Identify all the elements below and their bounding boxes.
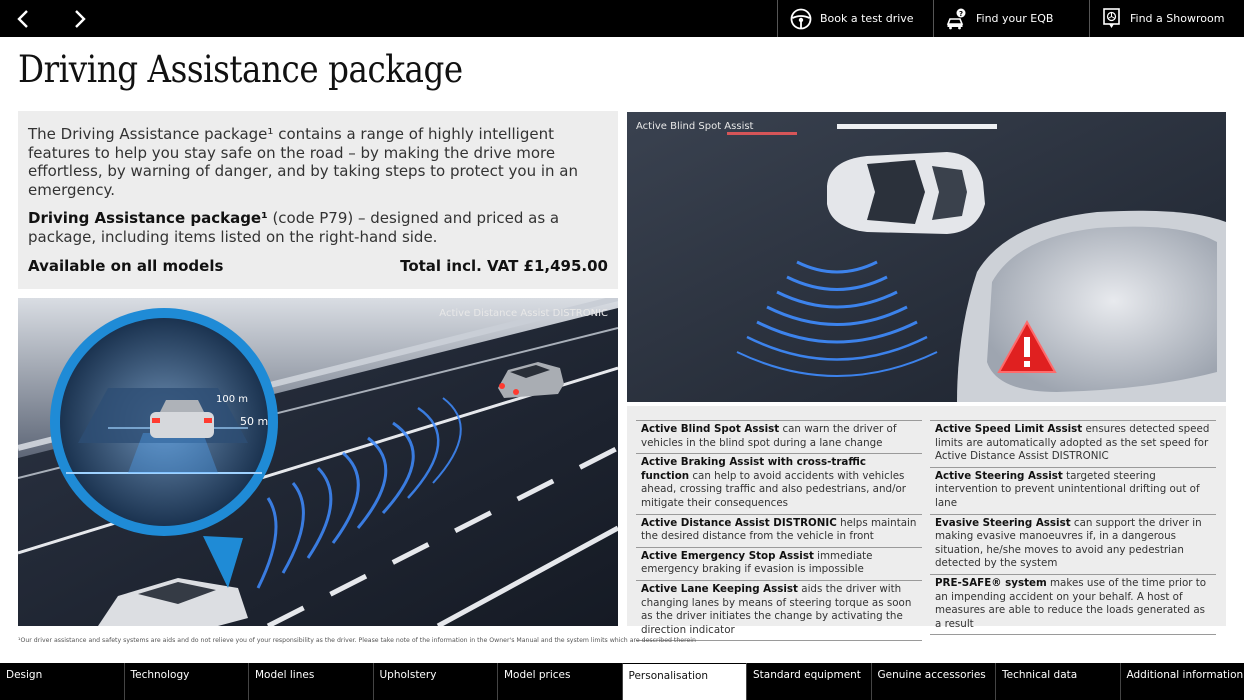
distance-50m-label: 50 m — [240, 415, 269, 428]
feature-name: Active Emergency Stop Assist — [641, 549, 814, 562]
feature-description: can warn the driver of vehicles in the blind spot during a lane change — [641, 423, 897, 449]
distronic-illustration — [18, 298, 618, 626]
feature-name: Active Lane Keeping Assist — [641, 582, 798, 595]
steering-wheel-icon — [790, 8, 812, 30]
intro-panel — [18, 111, 618, 289]
feature-name: Active Steering Assist — [935, 469, 1063, 482]
nav-tab-upholstery[interactable]: Upholstery — [373, 663, 498, 700]
find-showroom-label: Find a Showroom — [1130, 12, 1225, 25]
feature-item — [636, 514, 922, 547]
nav-tab-design[interactable]: Design — [6, 669, 43, 681]
availability-text: Available on all models — [28, 257, 224, 275]
nav-tab-standard-equipment[interactable]: Standard equipment — [746, 663, 871, 700]
car-search-icon — [946, 8, 968, 30]
distance-100m-label: 100 m — [216, 394, 249, 405]
feature-item — [930, 420, 1216, 467]
feature-description: can help to avoid accidents with vehicles ahead, crossing traffic and also pedestrians, and/or mitigate their consequences — [641, 469, 907, 509]
book-test-drive-button[interactable] — [777, 0, 933, 37]
feature-name: PRE-SAFE® system — [935, 576, 1047, 589]
blind-spot-scene-graphic — [627, 112, 1226, 402]
feature-item — [930, 467, 1216, 514]
find-showroom-button[interactable] — [1089, 0, 1244, 37]
nav-tab-personalisation[interactable]: Personalisation — [622, 663, 747, 700]
package-paragraph — [28, 209, 608, 246]
distronic-image-label: Active Distance Assist DISTRONIC — [439, 308, 608, 319]
nav-tab-model-lines[interactable]: Model lines — [248, 663, 373, 700]
package-description: (code P79) – designed and priced as a package, including items listed on the right-hand side. — [28, 209, 560, 246]
blind-spot-illustration — [627, 112, 1226, 402]
feature-item — [636, 453, 922, 513]
nav-tab-additional-information[interactable]: Additional information — [1120, 663, 1244, 700]
feature-name: Active Braking Assist with cross-traffic function — [641, 456, 866, 482]
feature-name: Active Blind Spot Assist — [641, 423, 780, 435]
feature-name: Active Distance Assist DISTRONIC — [641, 516, 837, 529]
feature-name: Evasive Steering Assist — [935, 516, 1071, 529]
chevron-right-icon — [74, 10, 86, 28]
feature-item — [930, 574, 1216, 635]
feature-description: immediate emergency braking if evasion is impossible — [641, 549, 873, 576]
next-page-button[interactable] — [60, 0, 100, 37]
feature-description: aids the driver with changing lanes by means of steering torque as soon as the driver initiates the change by activating the direction indicator — [641, 582, 912, 636]
feature-description: targeted steering intervention to prevent unintentional drifting out of lane — [935, 469, 1200, 509]
feature-item — [636, 580, 922, 641]
feature-description: makes use of the time prior to an impending accident on your behalf. A host of measures are able to reduce the loads generated as a result — [935, 576, 1207, 630]
find-your-eqb-label: Find your EQB — [976, 12, 1054, 25]
feature-list-panel — [627, 406, 1226, 636]
package-name: Driving Assistance package¹ — [28, 209, 268, 227]
intro-paragraph: The Driving Assistance package¹ contains a range of highly intelligent features to help you stay safe on the road – by making the drive more effortless, by warning of danger, and by taking steps to protect you in an emergency. — [28, 125, 578, 199]
feature-column-left — [636, 420, 922, 641]
feature-item — [930, 514, 1216, 574]
feature-item — [636, 547, 922, 580]
feature-column-right — [930, 420, 1216, 635]
footnote: ¹Our driver assistance and safety systems are aids and do not relieve you of your responsibility as the driver. Please take note of the information in the Owner's Manual and the system limits which are described therein — [18, 637, 696, 644]
nav-tab-model-prices[interactable]: Model prices — [497, 663, 622, 700]
showroom-pin-icon — [1102, 8, 1122, 30]
feature-name: Active Speed Limit Assist — [935, 423, 1083, 435]
feature-description: can support the driver in making evasive manoeuvres if, in a dangerous situation, he/she moves to avoid any pedestrian detected by the system — [935, 516, 1202, 570]
svg-text:?: ? — [959, 9, 964, 18]
feature-item — [636, 420, 922, 453]
nav-tab-technology[interactable]: Technology — [124, 663, 249, 700]
chevron-left-icon — [17, 10, 29, 28]
page-title: Driving Assistance package — [18, 48, 463, 91]
book-test-drive-label: Book a test drive — [820, 12, 914, 25]
find-your-eqb-button[interactable] — [933, 0, 1089, 37]
bottom-navigation — [0, 663, 1244, 700]
blind-spot-image-label: Active Blind Spot Assist — [636, 121, 754, 132]
total-price: Total incl. VAT £1,495.00 — [400, 257, 608, 275]
feature-description: ensures detected speed limits are automatically adopted as the set speed for Active Distance Assist DISTRONIC — [935, 423, 1210, 463]
distronic-scene-graphic — [18, 298, 618, 626]
nav-tab-genuine-accessories[interactable]: Genuine accessories — [871, 663, 996, 700]
top-bar — [0, 0, 1244, 37]
feature-description: helps maintain the desired distance from the vehicle in front — [641, 516, 917, 543]
previous-page-button[interactable] — [3, 0, 43, 37]
nav-tab-technical-data[interactable]: Technical data — [995, 663, 1120, 700]
